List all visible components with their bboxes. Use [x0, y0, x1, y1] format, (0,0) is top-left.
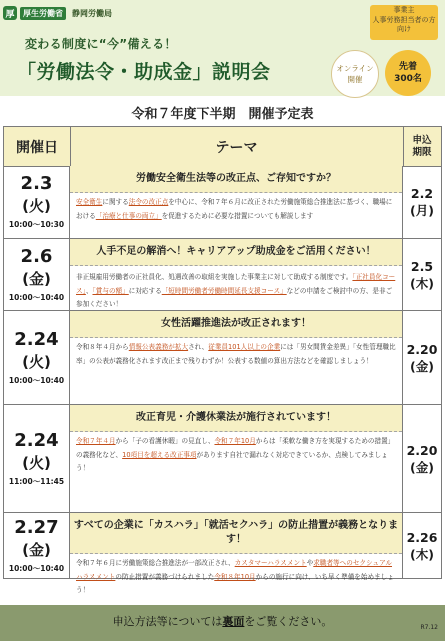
event-weekday: (火) [22, 197, 51, 215]
deadline-cell [403, 166, 441, 238]
event-date-cell [4, 405, 70, 512]
column-header-deadline [403, 127, 441, 166]
table-header [4, 127, 441, 167]
event-weekday: (金) [22, 540, 51, 559]
description-text: から「子の看護休暇」の見直し、 [115, 437, 215, 445]
column-header-deadline-line: 申込 [412, 134, 432, 146]
description-text: され、 [188, 343, 209, 351]
event-date-cell [4, 166, 70, 238]
event-date-cell [4, 513, 70, 578]
deadline-date: 2.5 [410, 258, 434, 274]
highlighted-text: 「治療と仕事の両立」 [95, 211, 162, 220]
deadline-date: 2.20 [406, 341, 438, 357]
deadline-weekday: (金) [410, 459, 434, 475]
online-badge [331, 50, 379, 98]
highlighted-text: 令和８年10月 [214, 572, 256, 581]
description-text: 令和７年６月に労働施策総合推進法が一部改正され、 [76, 559, 235, 567]
theme-title: すべての企業に「カスハラ」「就活セクハラ」の防止措置が義務となります！ [70, 513, 402, 554]
highlighted-text: 「短時間労働者労働時間延長支援コース」 [161, 286, 287, 295]
deadline-weekday: (金) [410, 358, 434, 374]
description-text: 、 [85, 286, 93, 295]
deadline-cell [403, 311, 441, 404]
target-line: 人事労務担当者の方 [372, 15, 436, 24]
theme-title: 人手不足の解消へ！キャリアアップ助成金をご活用ください！ [70, 239, 402, 266]
ministry-logo [3, 6, 112, 20]
theme-title: 改正育児・介護休業法が施行されています！ [70, 405, 402, 432]
theme-cell [70, 239, 403, 310]
description-text: を中心に、令和７年６月に改正された労働施策総合推進法に基づく、職場における [76, 198, 393, 220]
event-weekday: (金) [22, 269, 51, 288]
ministry-name: 厚生労働省 [20, 7, 66, 20]
capacity-badge-line: 先着 [398, 62, 417, 72]
event-date: 2.24 [14, 429, 59, 451]
description-text: 自社で漏れなく対応できているか、点検してみましょう！ [76, 450, 388, 472]
theme-cell [70, 513, 403, 594]
description-text: 改正まで残りわずか！公表する数値の算出方法などを確認しましょう！ [161, 356, 373, 365]
event-time: 10:00～10:30 [8, 220, 65, 229]
deadline-cell [403, 405, 441, 512]
deadline-cell [403, 239, 441, 310]
table-row [4, 239, 441, 311]
header [0, 0, 445, 96]
event-date-cell [4, 239, 70, 310]
description-text: からの施行に向け、いち早く準備を始めましょう！ [76, 572, 394, 594]
description-text: に関する [102, 198, 129, 206]
highlighted-text: 安全衛生 [76, 198, 103, 206]
tagline: 変わる制度に“今”備える！ [25, 37, 177, 51]
theme-title: 労働安全衛生法等の改正点、ご存知ですか？ [70, 166, 402, 193]
description-text: を促進するために必要な措置についても解説します [161, 211, 314, 220]
column-header-deadline-line: 期限 [412, 146, 432, 158]
highlighted-text: カスタマーハラスメント [234, 559, 307, 567]
online-badge-line: オンライン [336, 64, 374, 73]
ministry-logo-icon: 厚 [3, 6, 17, 20]
table-row [4, 513, 441, 594]
deadline-cell [403, 513, 441, 578]
table-row [4, 166, 441, 239]
deadline-weekday: (木) [410, 275, 434, 291]
highlighted-text: 情報公表義務が拡大 [128, 343, 189, 351]
event-date: 2.24 [14, 328, 59, 350]
footer-note-before: 申込方法等については [112, 615, 223, 628]
theme-description [76, 341, 398, 368]
event-time: 10:00～10:40 [8, 375, 65, 385]
description-text: には「男女間賃金差異」「女性管理職比率」の公表が義務化されます [76, 343, 396, 365]
footer-note-after: をご覧ください。 [244, 615, 333, 628]
highlighted-text: 令和７年４月 [76, 437, 116, 445]
event-time: 10:00～10:40 [8, 292, 65, 302]
event-date-cell [4, 311, 70, 404]
event-date: 2.27 [14, 516, 59, 538]
theme-description [76, 435, 398, 476]
office-name: 静岡労働局 [72, 8, 112, 18]
highlighted-text: 「正社員化コース」 [76, 273, 396, 295]
table-row [4, 405, 441, 513]
deadline-weekday: (木) [410, 546, 434, 562]
online-badge-line: 開催 [347, 75, 363, 84]
column-header-date: 開催日 [4, 127, 71, 166]
highlighted-text: 法令の改正点 [128, 198, 169, 206]
description-text: 非正規雇用労働者の正社員化、処遇改善の取組を実施した事業主に対して助成する制度です。 [76, 273, 353, 281]
theme-cell [70, 166, 403, 238]
event-weekday: (火) [22, 453, 51, 472]
deadline-weekday: (月) [410, 203, 434, 218]
highlighted-text: 10項目を超える改正事項 [122, 450, 197, 459]
event-time: 10:00～10:40 [8, 563, 65, 573]
description-text: からは「柔軟な働き方を実現するための措置」の義務化など、 [76, 437, 395, 459]
event-date: 2.3 [20, 173, 53, 194]
theme-description [76, 196, 398, 223]
description-text: に対応する [128, 286, 162, 295]
schedule-title: 令和７年度下半期 開催予定表 [131, 107, 314, 122]
capacity-badge [385, 50, 431, 96]
deadline-date: 2.2 [410, 186, 434, 201]
event-weekday: (火) [22, 352, 51, 371]
theme-description [76, 271, 398, 312]
highlighted-text: 令和７年10月 [214, 437, 256, 445]
highlighted-text: 「賞与の額」 [92, 286, 129, 295]
footer [0, 605, 445, 641]
target-line: 向け [397, 25, 411, 33]
footer-note [0, 613, 445, 629]
deadline-date: 2.26 [406, 529, 438, 545]
description-text: があります [196, 450, 230, 459]
theme-cell [70, 405, 403, 512]
highlighted-text: 求職者等へのセクシュアルハラスメント [76, 559, 392, 581]
schedule-table [3, 126, 442, 594]
description-text: などの申請をご検討中の方、是非ご参加ください！ [76, 286, 393, 308]
theme-description [76, 557, 398, 598]
target-line: 事業主 [393, 6, 415, 14]
description-text: の防止措置が義務づけられました [115, 572, 215, 581]
column-header-theme: テーマ [70, 127, 404, 166]
deadline-date: 2.20 [406, 442, 438, 458]
capacity-badge-line: 300名 [394, 74, 422, 84]
table-row [4, 311, 441, 405]
page-title: 「労働法令・助成金」説明会 [17, 61, 271, 83]
event-time: 11:00～11:45 [8, 476, 65, 486]
theme-title: 女性活躍推進法が改正されます！ [70, 311, 402, 338]
event-date: 2.6 [20, 245, 53, 267]
theme-cell [70, 311, 403, 404]
description-text: 令和８年４月から [76, 343, 129, 351]
document-code: R7.12 [420, 624, 438, 631]
footer-note-emphasis: 裏面 [222, 615, 245, 628]
target-audience-badge [370, 5, 438, 40]
highlighted-text: 従業員101人以上の企業 [208, 343, 281, 351]
description-text: や [306, 559, 314, 567]
